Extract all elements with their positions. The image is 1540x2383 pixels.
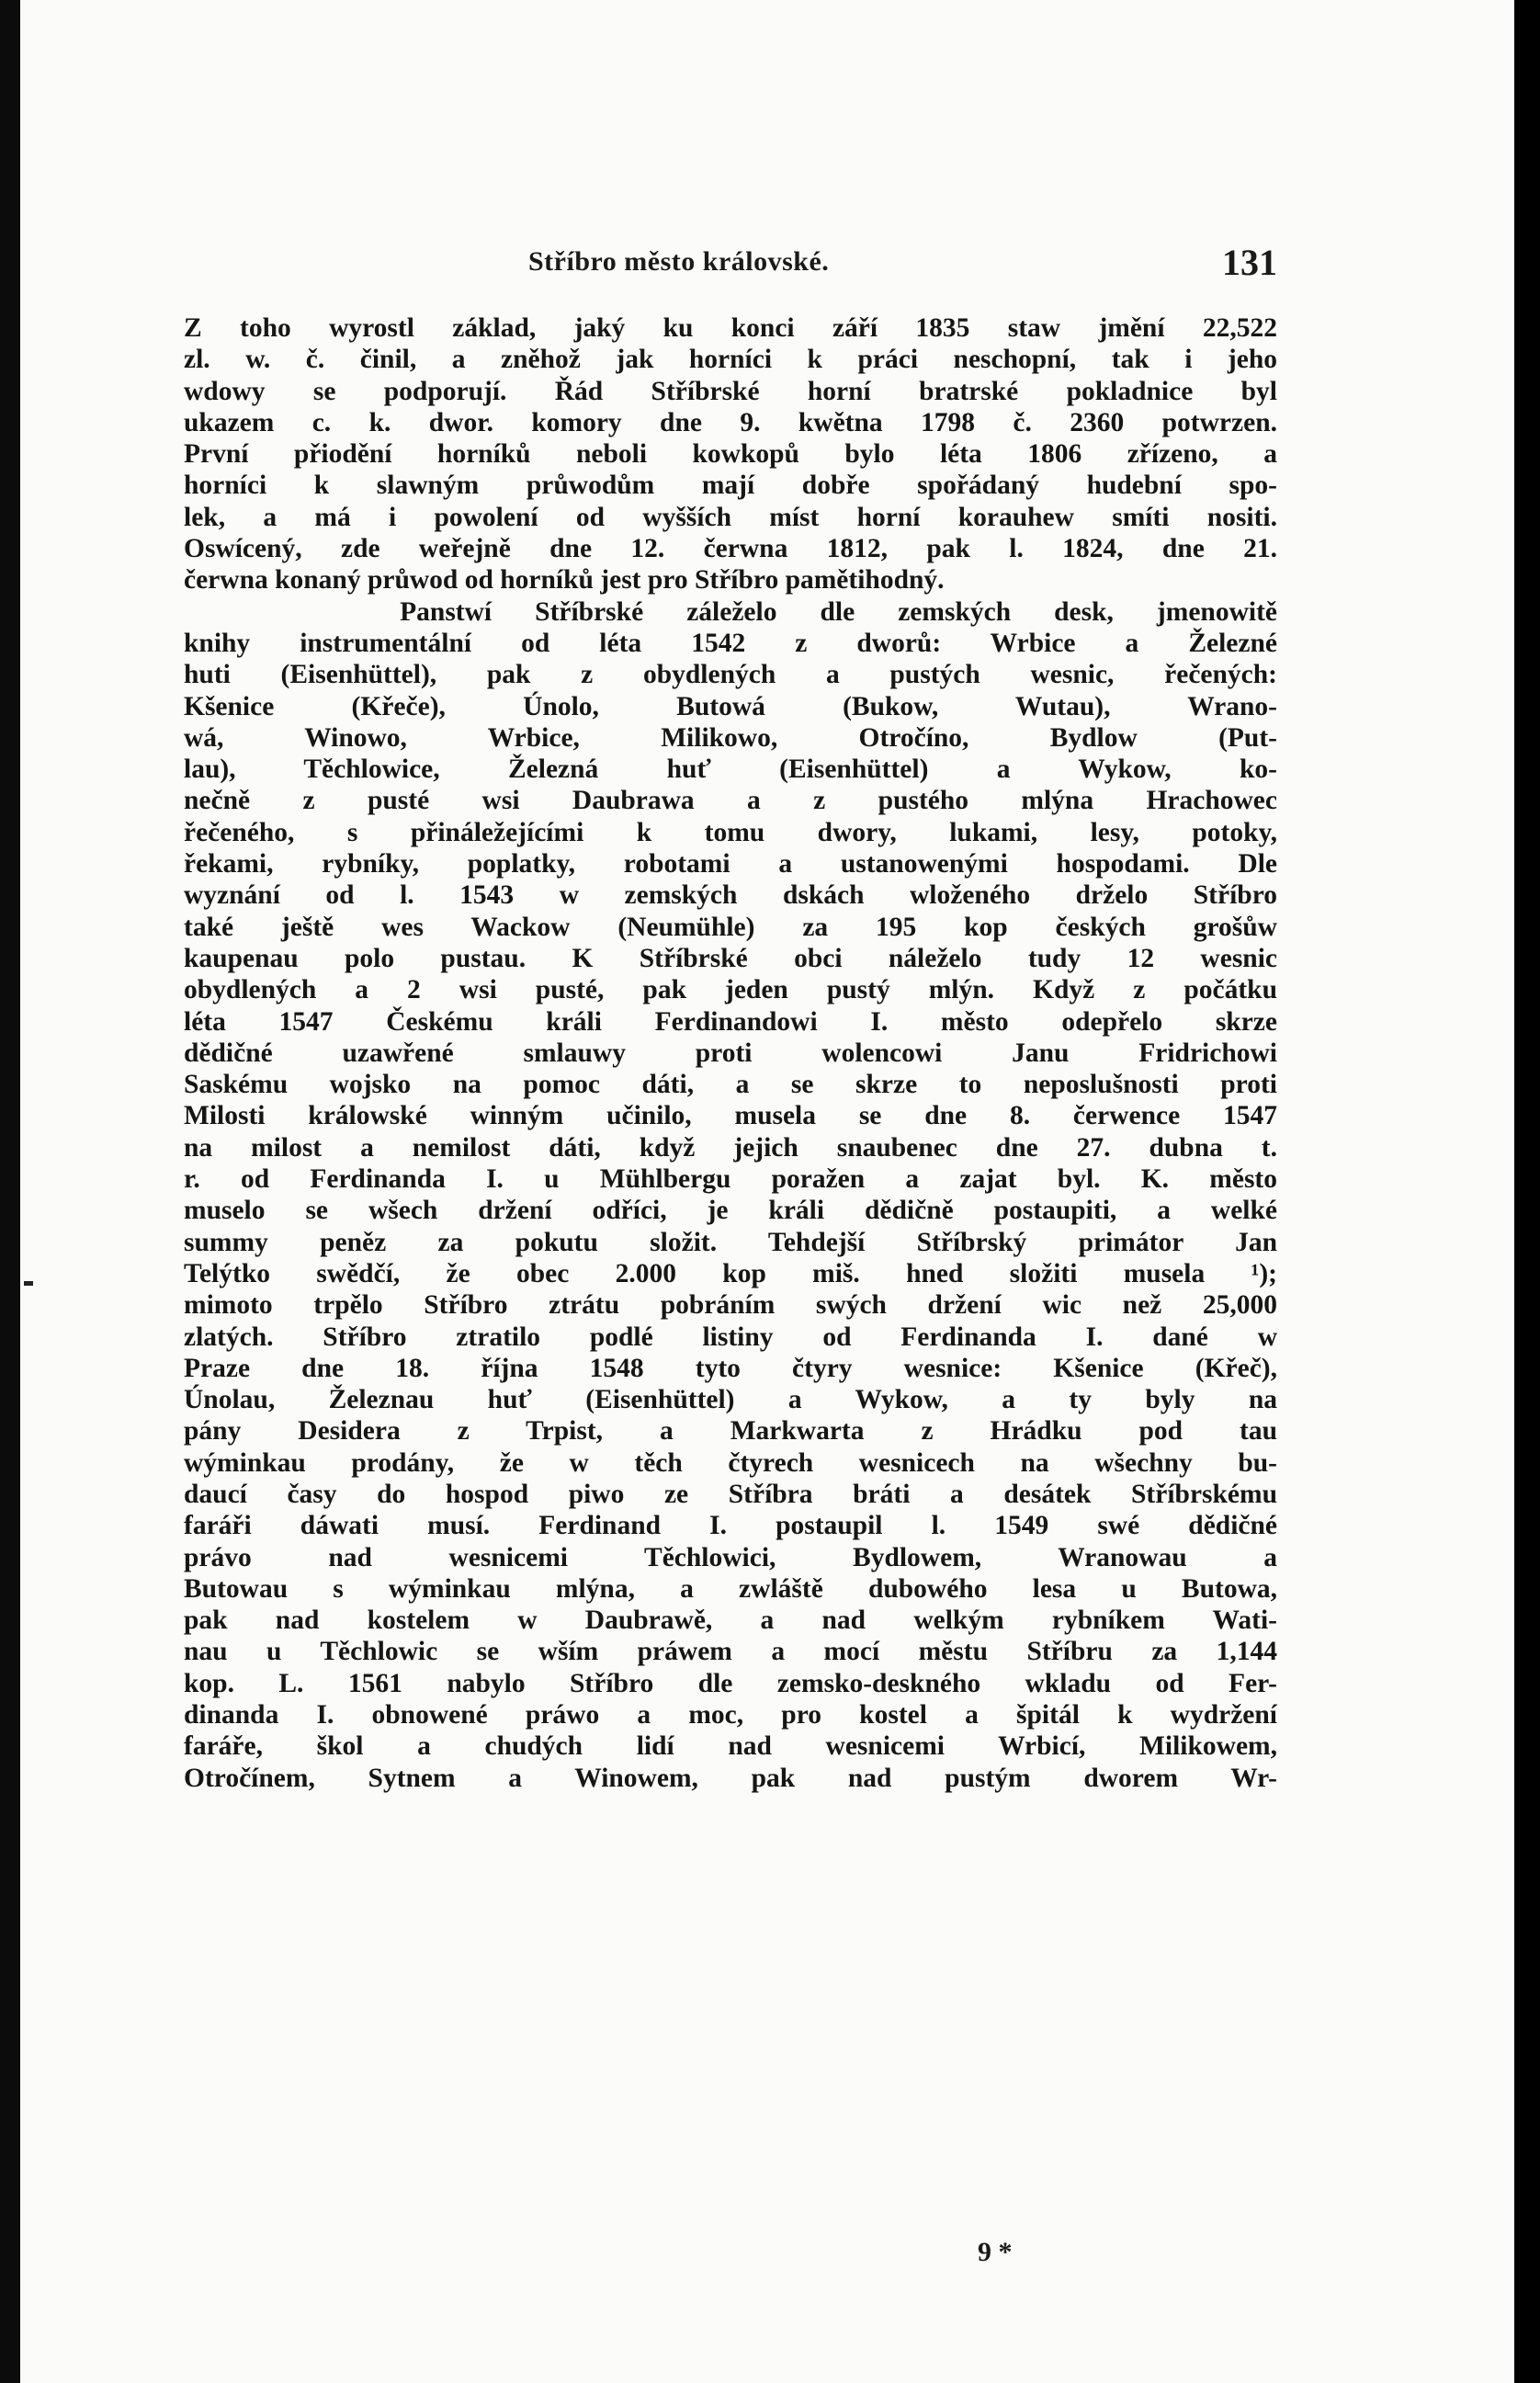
text-line: nau u Těchlowic se wším práwem a mocí městu Stříbru za 1,144 [184,1637,1277,1667]
text-line: lek, a má i powolení od wyšších míst horní korauhew smíti nositi. [184,502,1277,532]
text-line: Kšenice (Křeče), Únolo, Butowá (Bukow, Wutau), Wrano- [184,691,1277,721]
text-line: huti (Eisenhüttel), pak z obydlených a pustých wesnic, řečených: [184,660,1277,690]
text-line: muselo se wšech držení odříci, je králi dědičně postaupiti, a welké [184,1196,1277,1226]
text-line: daucí časy do hospod piwo ze Stříbra bráti a desátek Stříbrskému [184,1479,1277,1509]
text-line: wýminkau prodány, že w těch čtyrech wesnicech na wšechny bu- [184,1447,1277,1478]
text-line: také ještě wes Wackow (Neumühle) za 195 kop českých grošůw [184,912,1277,942]
text-line: Praze dne 18. října 1548 tyto čtyry wesnice: Kšenice (Křeč), [184,1353,1277,1383]
text-line: horníci k slawným průwodům mají dobře spořádaný hudební spo- [184,471,1277,501]
text-line: Butowau s wýminkau mlýna, a zwláště dubowého lesa u Butowa, [184,1573,1277,1604]
text-line: zl. w. č. činil, a zněhož jak horníci k práci neschopní, tak i jeho [184,345,1277,375]
text-line: kaupenau polo pustau. K Stříbrské obci náleželo tudy 12 wesnic [184,943,1277,973]
text-line: Saskému wojsko na pomoc dáti, a se skrze to neposlušnosti proti [184,1070,1277,1100]
text-line: nečně z pusté wsi Daubrawa a z pustého mlýna Hrachowec [184,786,1277,816]
text-line: faráře, škol a chudých lidí nad wesnicemi Wrbicí, Milikowem, [184,1731,1277,1762]
text-line: faráři dáwati musí. Ferdinand I. postaupil l. 1549 swé dědičné [184,1511,1277,1541]
text-line: mimoto trpělo Stříbro ztrátu pobráním swých držení wic než 25,000 [184,1290,1277,1321]
text-line: wá, Winowo, Wrbice, Milikowo, Otročíno, Bydlow (Put- [184,722,1277,753]
text-line: léta 1547 Českému králi Ferdinandowi I. město odepřelo skrze [184,1006,1277,1037]
text-line: kop. L. 1561 nabylo Stříbro dle zemsko-deskného wkladu od Fer- [184,1668,1277,1698]
text-line: Z toho wyrostl základ, jaký ku konci září 1835 staw jmění 22,522 [184,313,1277,343]
text-line: právo nad wesnicemi Těchlowici, Bydlowem, Wranowau a [184,1542,1277,1572]
text-line: wdowy se podporují. Řád Stříbrské horní bratrské pokladnice byl [184,376,1277,406]
text-line: řečeného, s přináležejícími k tomu dwory, lukami, lesy, potoky, [184,817,1277,847]
text-line: Panstwí Stříbrské záleželo dle zemských desk, jmenowitě [184,596,1277,627]
text-line: wyznání od l. 1543 w zemských dskách wloženého drželo Stříbro [184,880,1277,911]
text-line: knihy instrumentální od léta 1542 z dworů: Wrbice a Železné [184,628,1277,658]
text-line: lau), Těchlowice, Železná huť (Eisenhüttel) a Wykow, ko- [184,755,1277,785]
text-line: pány Desidera z Trpist, a Markwarta z Hrádku pod tau [184,1416,1277,1447]
text-line: Otročínem, Sytnem a Winowem, pak nad pustým dworem Wr- [184,1763,1277,1793]
text-line: obydlených a 2 wsi pusté, pak jeden pustý mlýn. Když z počátku [184,975,1277,1005]
page-number: 131 [1222,242,1277,283]
scan-mark [24,1281,33,1286]
text-line: Milosti králowské winným učinilo, musela se dne 8. čerwence 1547 [184,1101,1277,1131]
text-line: Únolau, Železnau huť (Eisenhüttel) a Wykow, a ty byly na [184,1385,1277,1415]
text-line: dinanda I. obnowené práwo a moc, pro kostel a špitál k wydržení [184,1700,1277,1731]
running-head: Stříbro město královské. [528,246,830,277]
text-line: Oswícený, zde weřejně dne 12. čerwna 1812, pak l. 1824, dne 21. [184,534,1277,564]
signature-mark: 9 * [978,2237,1013,2267]
text-line: řekami, rybníky, poplatky, robotami a ustanowenými hospodami. Dle [184,849,1277,879]
scan-binding-edge [0,0,20,2383]
text-line: summy peněz za pokutu složit. Tehdejší Stříbrský primátor Jan [184,1227,1277,1257]
text-line: dědičné uzawřené smlauwy proti wolencowi Janu Fridrichowi [184,1038,1277,1068]
page-header [184,241,1277,287]
body-text [184,312,1277,1794]
text-line: zlatých. Stříbro ztratilo podlé listiny od Ferdinanda I. dané w [184,1322,1277,1352]
text-line: r. od Ferdinanda I. u Mühlbergu poražen a zajat byl. K. město [184,1164,1277,1195]
text-line: na milost a nemilost dáti, když jejich snaubenec dne 27. dubna t. [184,1132,1277,1163]
text-line: čerwna konaný průwod od horníků jest pro Stříbro pamětihodný. [184,565,945,596]
text-line: První přiodění horníků neboli kowkopů bylo léta 1806 zřízeno, a [184,439,1277,470]
text-line: pak nad kostelem w Daubrawě, a nad welkým rybníkem Wati- [184,1606,1277,1636]
text-line: Telýtko swědčí, že obec 2.000 kop miš. hned složiti musela ¹); [184,1258,1277,1288]
text-line: ukazem c. k. dwor. komory dne 9. kwětna 1798 č. 2360 potwrzen. [184,407,1277,437]
